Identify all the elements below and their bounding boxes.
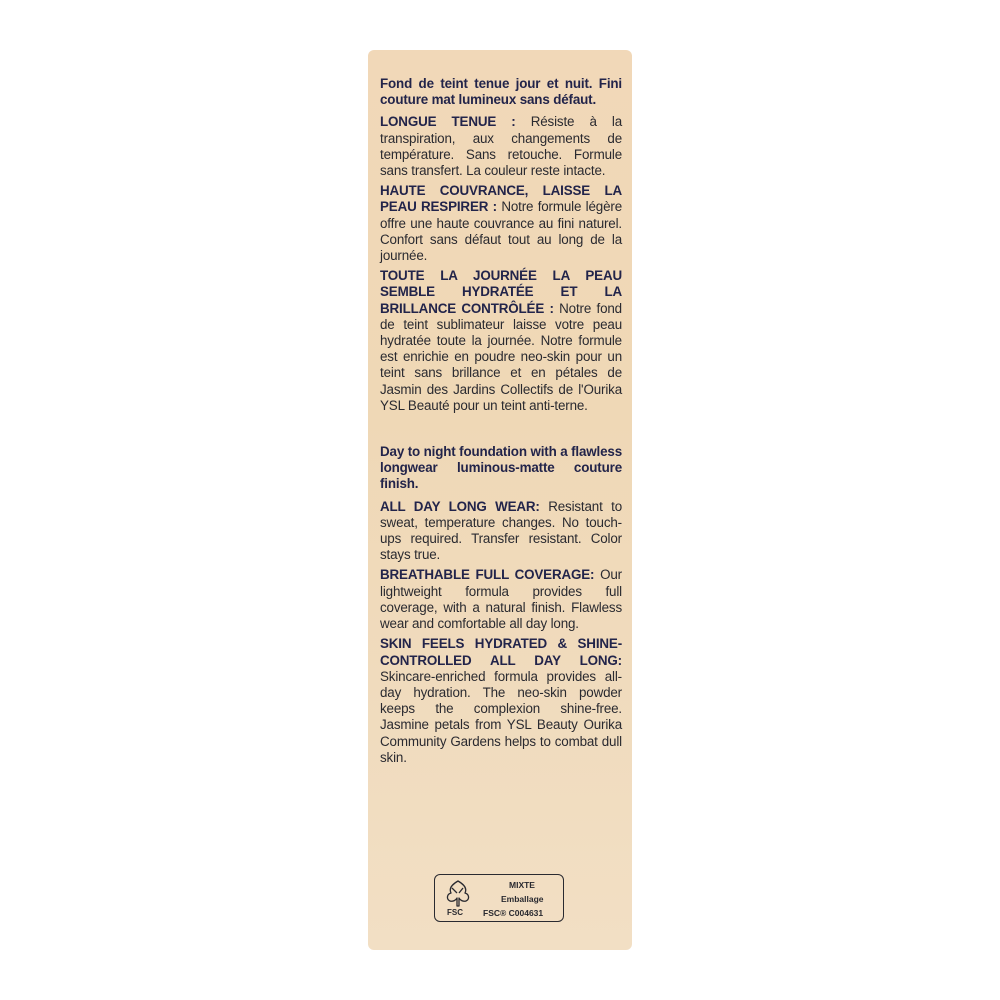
fr-body: Résiste à la transpiration, aux changements de température. Sans retouche. Formule sans transfert. La couleur reste intacte. (380, 114, 623, 179)
fsc-logo-label: FSC (447, 908, 463, 917)
fr-body: Notre fond de teint sublimateur laisse votre peau hydratée toute la journée. Notre formule est enrichie en poudre neo-skin pour un teint sans brillance et en pétales de Jasmin des Jardins Collectifs de l'Ourika YSL Beauté pour un teint anti-terne. (380, 300, 622, 413)
fr-body: Notre formule légère offre une haute couvrance au fini naturel. Confort sans défaut tout au long de la journée. (380, 199, 622, 264)
en-heading: SKIN FEELS HYDRATED & SHINE-CONTROLLED ALL DAY LONG: (380, 636, 622, 668)
fr-section (380, 268, 622, 414)
fr-heading: HAUTE COUVRANCE, LAISSE LA PEAU RESPIRER : (380, 183, 622, 215)
en-section (380, 636, 622, 766)
text-block (380, 76, 622, 770)
en-section (380, 499, 622, 564)
spacer (380, 418, 622, 444)
en-body: Skincare-enriched formula provides all-day hydration. The neo-skin powder keeps the complexion shine-free. Jasmine petals from YSL Beauty Ourika Community Gardens helps to combat dull skin. (380, 668, 622, 765)
en-heading: BREATHABLE FULL COVERAGE: (380, 567, 595, 583)
fr-section (380, 183, 622, 264)
fsc-tree-icon (441, 879, 475, 909)
fsc-label (434, 874, 564, 922)
en-heading: ALL DAY LONG WEAR: (380, 498, 540, 514)
en-body: Resistant to sweat, temperature changes. No touch-ups required. Transfer resistant. Color stays true. (380, 498, 622, 563)
fr-section (380, 114, 622, 179)
fsc-mixte: MIXTE (509, 880, 535, 890)
fsc-code: FSC® C004631 (483, 908, 544, 918)
fsc-emballage: Emballage (501, 894, 544, 904)
fr-intro: Fond de teint tenue jour et nuit. Fini couture mat lumineux sans défaut. (380, 76, 622, 108)
fr-heading: LONGUE TENUE : (380, 114, 516, 130)
en-intro: Day to night foundation with a flawless longwear luminous-matte couture finish. (380, 444, 622, 492)
en-body: Our lightweight formula provides full coverage, with a natural finish. Flawless wear and comfortable all day long. (380, 567, 622, 632)
en-section (380, 567, 622, 632)
fr-heading: TOUTE LA JOURNÉE LA PEAU SEMBLE HYDRATÉE ET LA BRILLANCE CONTRÔLÉE : (380, 268, 622, 316)
packaging-panel (368, 50, 632, 950)
